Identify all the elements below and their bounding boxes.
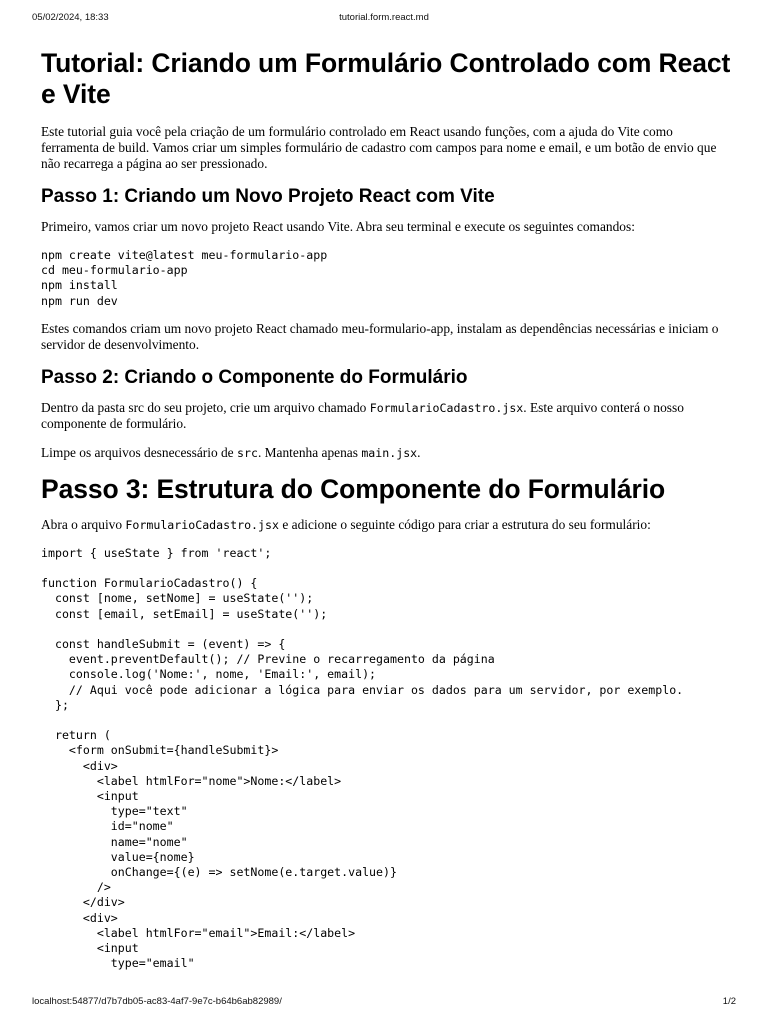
print-url: localhost:54877/d7b7db05-ac83-4af7-9e7c-b64b6ab82989/ <box>32 996 282 1007</box>
step2-text-2-b: . Mantenha apenas <box>257 444 362 460</box>
step2-text-2-c: . <box>417 444 421 460</box>
inline-code-filename-2: FormularioCadastro.jsx <box>125 517 279 532</box>
step2-text-1-b: . Este arquivo conterá o nosso componente de formulário. <box>41 399 684 431</box>
page-title: Tutorial: Criando um Formulário Controlado com React e Vite <box>41 48 731 109</box>
print-document-title: tutorial.form.react.md <box>339 12 429 23</box>
step1-heading: Passo 1: Criando um Novo Projeto React com Vite <box>41 186 495 207</box>
inline-code-filename: FormularioCadastro.jsx <box>369 400 524 415</box>
inline-code-src: src <box>236 445 258 460</box>
step1-after-text: Estes comandos criam um novo projeto React chamado meu-formulario-app, instalam as dependências necessárias e iniciam o servidor de desenvolvimento. <box>41 320 719 352</box>
page-number: 1/2 <box>722 996 736 1007</box>
step2-text-1 <box>41 400 732 432</box>
print-datetime: 05/02/2024, 18:33 <box>32 12 109 23</box>
step3-code-block: import { useState } from 'react'; function FormularioCadastro() { const [nome, setNome] = useState(''); const [email, setEmail] = useState(''); const handleSubmit = (event) => { event.preventDefault(); // Previne o recarregamento da página console.log('Nome:', nome, 'Email:', email); // Aqui você pode adicionar a lógica para enviar os dados para um servidor, por exemplo. }; return ( <form onSubmit={handleSubmit}> <div> <label htmlFor="nome">Nome:</label> <input type="text" id="nome" name="nome" value={nome} onChange={(e) => setNome(e.target.value)} /> </div> <div> <label htmlFor="email">Email:</label> <input type="email" <box>41 545 684 971</box>
print-footer <box>32 996 736 1010</box>
step2-text-2 <box>41 445 732 461</box>
step3-text-a: Abra o arquivo <box>41 516 126 532</box>
step2-heading: Passo 2: Criando o Componente do Formulário <box>41 366 468 388</box>
step3-heading: Passo 3: Estrutura do Componente do Formulário <box>41 473 666 504</box>
print-header <box>32 12 736 26</box>
step3-text <box>41 517 732 533</box>
step1-code-block: npm create vite@latest meu-formulario-app cd meu-formulario-app npm install npm run dev <box>41 248 328 308</box>
intro-paragraph: Este tutorial guia você pela criação de um formulário controlado em React usando funções, com a ajuda do Vite como ferramenta de build. Vamos criar um simples formulário de cadastro com campos para nome e email, e um botão de envio que não recarrega a página ao ser pressionado. <box>41 124 717 171</box>
step3-text-b: e adicione o seguinte código para criar a estrutura do seu formulário: <box>278 516 651 532</box>
step2-text-1-a: Dentro da pasta src do seu projeto, crie um arquivo chamado <box>41 399 370 415</box>
document-body <box>41 48 732 984</box>
inline-code-main: main.jsx <box>361 445 418 460</box>
step2-text-2-a: Limpe os arquivos desnecessário de <box>41 444 237 460</box>
step1-text: Primeiro, vamos criar um novo projeto React usando Vite. Abra seu terminal e execute os seguintes comandos: <box>41 219 635 234</box>
